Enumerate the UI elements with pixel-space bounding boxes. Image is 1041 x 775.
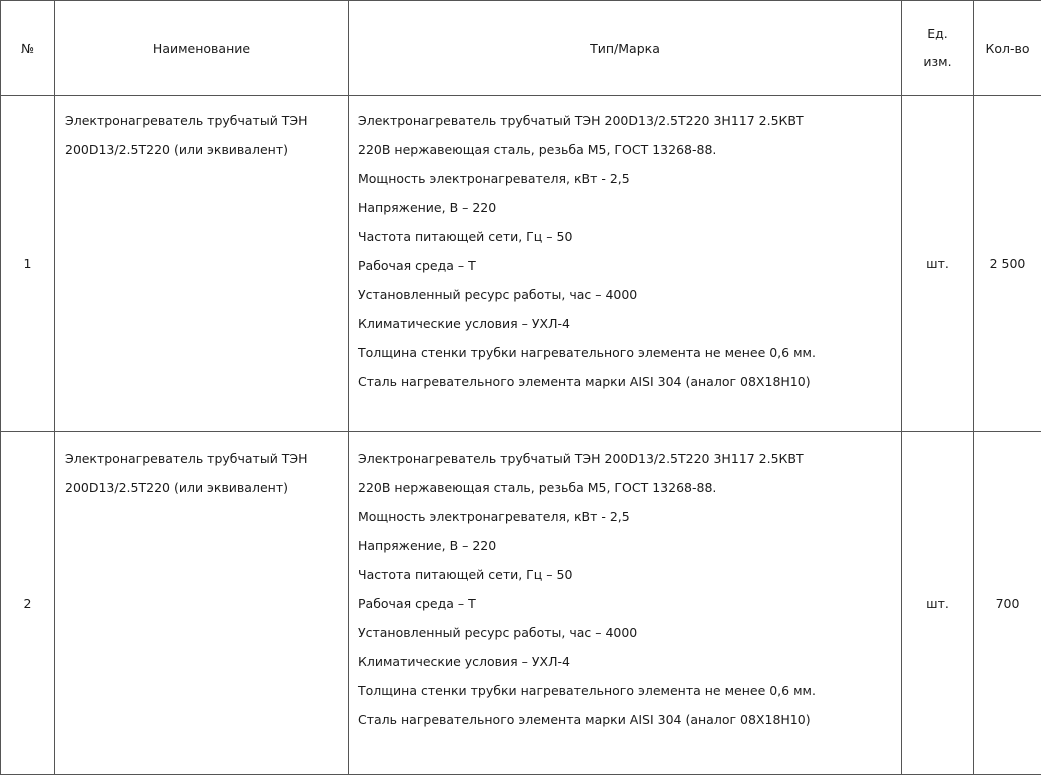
item-type-spec (349, 96, 902, 432)
spec-line: Толщина стенки трубки нагревательного элемента не менее 0,6 мм. (358, 676, 897, 705)
spec-line: Рабочая среда – Т (358, 251, 897, 280)
spec-line: Рабочая среда – Т (358, 589, 897, 618)
spec-line: Мощность электронагревателя, кВт - 2,5 (358, 502, 897, 531)
header-number: № (1, 1, 55, 96)
spec-line: Установленный ресурс работы, час – 4000 (358, 618, 897, 647)
spec-line: Электронагреватель трубчатый ТЭН 200D13/2.5T220 3Н117 2.5КВТ (358, 106, 897, 135)
item-quantity: 2 500 (974, 96, 1041, 432)
header-type: Тип/Марка (349, 1, 902, 96)
spec-line: 220В нержавеющая сталь, резьба М5, ГОСТ 13268-88. (358, 473, 897, 502)
row-number: 1 (1, 96, 55, 432)
spec-line: Частота питающей сети, Гц – 50 (358, 560, 897, 589)
table-row (1, 96, 1041, 432)
spec-line: Сталь нагревательного элемента марки AISI 304 (аналог 08Х18Н10) (358, 367, 897, 396)
spec-line: Напряжение, В – 220 (358, 531, 897, 560)
header-quantity: Кол-во (974, 1, 1041, 96)
header-unit (902, 1, 974, 96)
spec-line: Мощность электронагревателя, кВт - 2,5 (358, 164, 897, 193)
header-name: Наименование (55, 1, 349, 96)
spec-line: Напряжение, В – 220 (358, 193, 897, 222)
item-unit: шт. (902, 432, 974, 775)
header-unit-line2: изм. (923, 54, 951, 69)
spec-line: Климатические условия – УХЛ-4 (358, 309, 897, 338)
item-type-spec (349, 432, 902, 775)
spec-line: Толщина стенки трубки нагревательного элемента не менее 0,6 мм. (358, 338, 897, 367)
table-header-row (1, 1, 1041, 96)
spec-line: Частота питающей сети, Гц – 50 (358, 222, 897, 251)
spec-line: Климатические условия – УХЛ-4 (358, 647, 897, 676)
item-name: Электронагреватель трубчатый ТЭН 200D13/2.5T220 (или эквивалент) (55, 96, 349, 432)
header-unit-line1: Ед. (927, 26, 948, 41)
spec-line: Электронагреватель трубчатый ТЭН 200D13/2.5T220 3Н117 2.5КВТ (358, 444, 897, 473)
spec-line: Сталь нагревательного элемента марки AISI 304 (аналог 08Х18Н10) (358, 705, 897, 734)
table-row (1, 432, 1041, 775)
item-unit: шт. (902, 96, 974, 432)
spec-line: Установленный ресурс работы, час – 4000 (358, 280, 897, 309)
row-number: 2 (1, 432, 55, 775)
item-name: Электронагреватель трубчатый ТЭН 200D13/2.5T220 (или эквивалент) (55, 432, 349, 775)
spec-line: 220В нержавеющая сталь, резьба М5, ГОСТ 13268-88. (358, 135, 897, 164)
item-quantity: 700 (974, 432, 1041, 775)
